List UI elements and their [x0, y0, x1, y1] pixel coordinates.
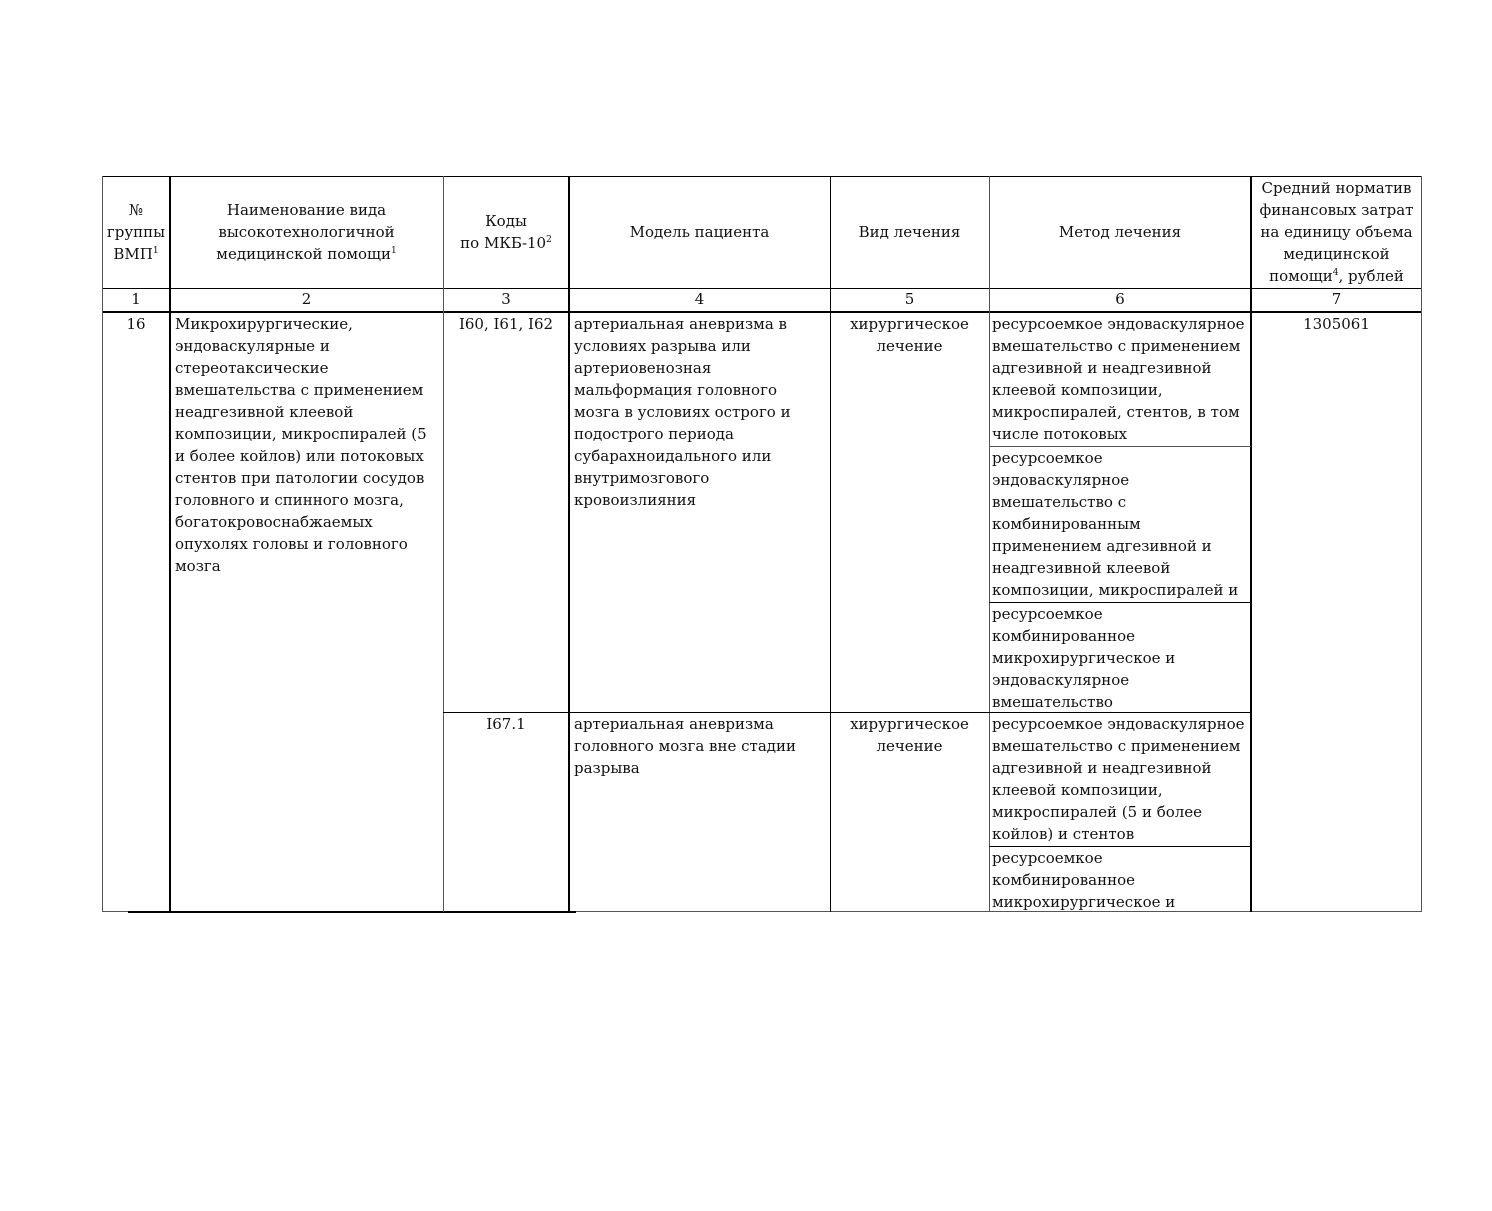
column-line [830, 176, 831, 912]
method-divider [989, 602, 1251, 603]
column-line [1421, 176, 1422, 912]
treatment-method: ресурсоемкое эндоваскулярное вмешательство с применением адгезивной и неадгезивной клеевой композиции, микроспиралей, стентов, в том числе потоковых [992, 315, 1245, 443]
patient-model: артериальная аневризма головного мозга вне стадии разрыва [574, 715, 796, 777]
table-border-top [102, 176, 1422, 177]
column-number: 4 [694, 290, 705, 308]
column-number: 3 [501, 290, 511, 308]
treatment-method: ресурсоемкое эндоваскулярное вмешательство с комбинированным применением адгезивной и неадгезивной клеевой композиции, микроспиралей и [992, 449, 1239, 599]
treatment-method: ресурсоемкое комбинированное микрохирургическое и [992, 849, 1176, 911]
table-border-bottom-strong [128, 911, 576, 913]
header-vmp-name: Наименование вида высокотехнологичной медицинской помощи$^1$ [216, 201, 397, 263]
subgroup-divider [443, 712, 1251, 713]
vmp-table [102, 176, 1422, 912]
header-cost-standard: Средний норматив финансовых затрат на единицу объема медицинской помощи$^4$, рублей [1259, 179, 1414, 285]
column-line [169, 176, 171, 912]
column-number: 5 [904, 290, 915, 308]
method-divider [989, 446, 1251, 447]
vmp-name: Микрохирургические, эндоваскулярные и стереотаксические вмешательства с применением неадгезивной клеевой композиции, микроспиралей (5 и более койлов) или потоковых стентов при патологии сосудов головного и спинного мозга, богатокровоснабжаемых опухолях головы и головного мозга [175, 315, 427, 575]
treatment-type: хирургическое лечение [850, 715, 969, 755]
column-line [102, 176, 103, 912]
column-number: 1 [131, 290, 141, 308]
header-icd-codes: Коды по МКБ-$10^2$ [460, 212, 552, 252]
column-number: 7 [1331, 290, 1342, 308]
column-line [1250, 176, 1252, 912]
icd-codes: I67.1 [486, 715, 526, 733]
treatment-type: хирургическое лечение [850, 315, 969, 355]
column-line [443, 176, 444, 912]
treatment-method: ресурсоемкое комбинированное микрохирургическое и эндоваскулярное вмешательство [992, 605, 1176, 711]
header-treatment-type: Вид лечения [858, 223, 961, 241]
patient-model: артериальная аневризма в условиях разрыва или артериовенозная мальформация головного мозга в условиях острого и подострого периода субарахноидального или внутримозгового кровоизлияния [574, 315, 791, 509]
column-line [568, 176, 570, 912]
treatment-method: ресурсоемкое эндоваскулярное вмешательство с применением адгезивной и неадгезивной клеевой композиции, микроспиралей (5 и более койлов) и стентов [992, 715, 1245, 843]
header-treatment-method: Метод лечения [1058, 223, 1182, 241]
header-group-number: № группы ВМП$^1$ [106, 201, 166, 263]
column-number: 2 [301, 290, 312, 308]
header-patient-model: Модель пациента [629, 223, 770, 241]
column-number: 6 [1115, 290, 1125, 308]
icd-codes: I60, I61, I62 [458, 315, 554, 333]
group-number: 16 [126, 315, 146, 333]
cost-value: 1305061 [1303, 315, 1370, 333]
numbers-divider [102, 311, 1422, 313]
header-divider [102, 288, 1422, 289]
column-line [989, 176, 990, 912]
method-divider [989, 846, 1251, 847]
